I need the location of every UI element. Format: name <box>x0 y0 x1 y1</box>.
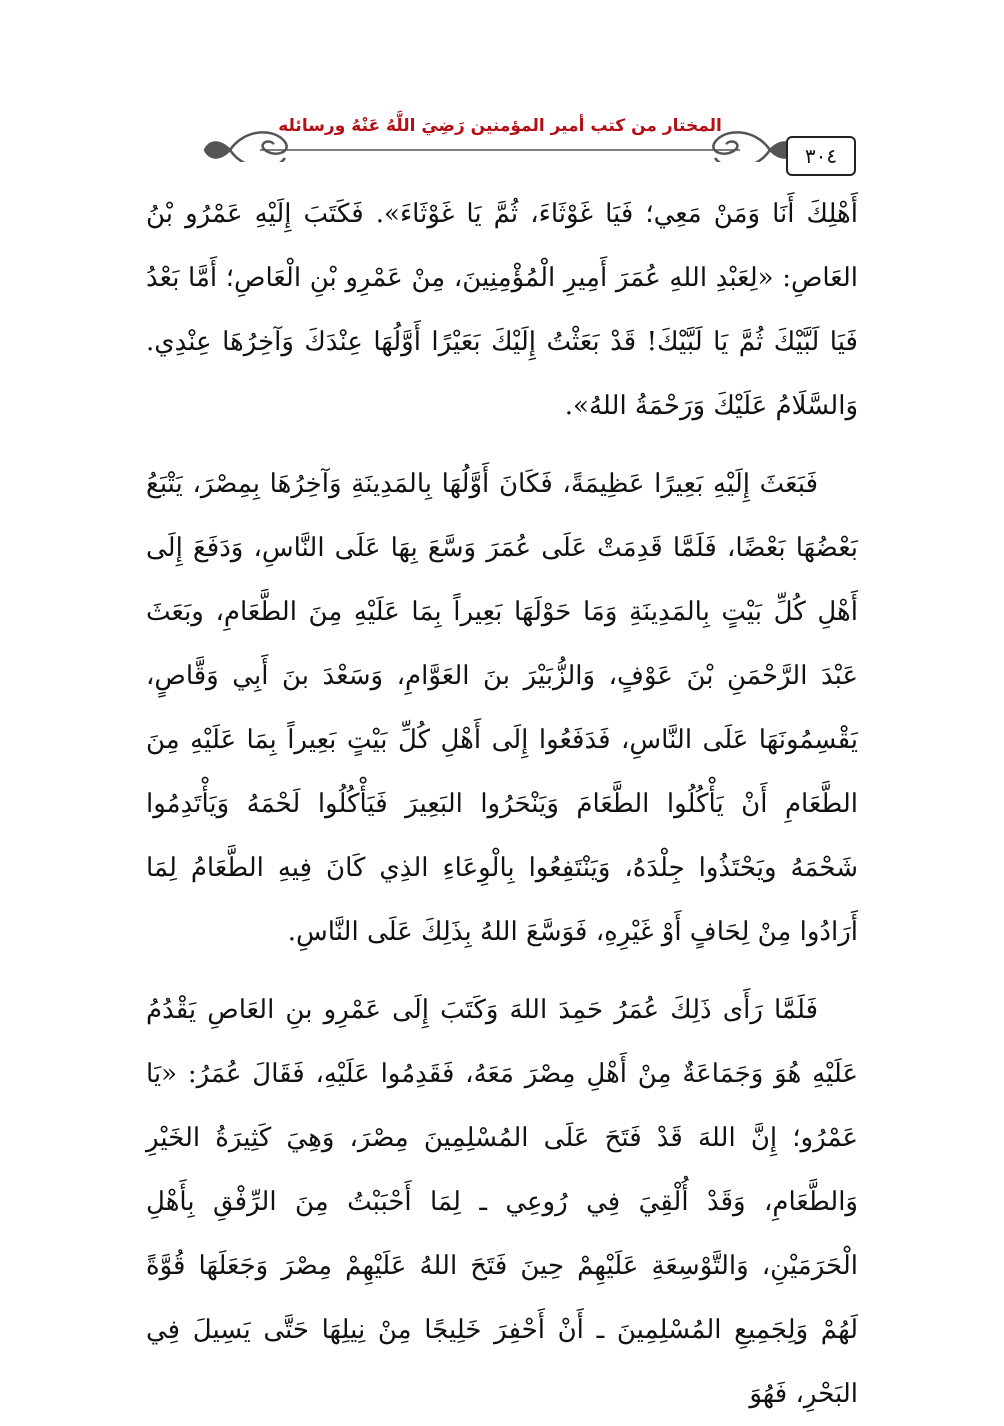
running-title: المختار من كتب أمير المؤمنين رَضِيَ اللَّهُ عَنْهُ ورسائله <box>278 116 722 136</box>
page-body <box>146 182 858 1426</box>
paragraph-3: فَلَمَّا رَأَى ذَلِكَ عُمَرُ حَمِدَ اللهَ وَكَتَبَ إِلَى عَمْرِو بنِ العَاصِ يَقْدُمُ عَلَيْهِ هُوَ وَجَمَاعَةٌ مِنْ أَهْلِ مِصْرَ مَعَهُ، فَقَدِمُوا عَلَيْهِ، فَقَالَ عُمَرُ: «يَا عَمْرُو؛ إِنَّ اللهَ قَدْ فَتَحَ عَلَى المُسْلِمِينَ مِصْرَ، وَهِيَ كَثِيرَةُ الخَيْرِ وَالطَّعَامِ، وَقَدْ أُلْقِيَ فِي رُوعِي ـ لِمَا أَحْبَبْتُ مِنَ الرِّفْقِ بِأَهْلِ الْحَرَمَيْنِ، وَالتَّوْسِعَةِ عَلَيْهِمْ حِينَ فَتَحَ اللهُ عَلَيْهِمْ مِصْرَ وَجَعَلَهَا قُوَّةً لَهُمْ وَلِجَمِيعِ المُسْلِمِينَ ـ أَنْ أَحْفِرَ خَلِيجًا مِنْ نِيلِهَا حَتَّى يَسِيلَ فِي البَحْرِ، فَهُوَ <box>146 995 858 1409</box>
paragraph-1: أَهْلِكَ أَنَا وَمَنْ مَعِي؛ فَيَا غَوْثَاءَ، ثُمَّ يَا غَوْثَاءَ». فَكَتَبَ إِلَيْهِ عَمْرُو بْنُ العَاصِ: «لِعَبْدِ اللهِ عُمَرَ أَمِيرِ الْمُؤْمِنِينَ، مِنْ عَمْرِو بْنِ الْعَاصِ؛ أَمَّا بَعْدُ فَيَا لَبَّيْكَ ثُمَّ يَا لَبَّيْكَ! قَدْ بَعَثْتُ إِلَيْكَ بَعَيْرًا أَوَّلُهَا عِنْدَكَ وَآخِرُهَا عِنْدِي. وَالسَّلَامُ عَلَيْكَ وَرَحْمَةُ اللهُ». <box>146 199 858 421</box>
paragraph-2: فَبَعَثَ إِلَيْهِ بَعِيرًا عَظِيمَةً، فَكَانَ أَوَّلُهَا بِالمَدِينَةِ وَآخِرُهَا بِمِصْرَ، يَتْبَعُ بَعْضُهَا بَعْضًا، فَلَمَّا قَدِمَتْ عَلَى عُمَرَ وَسَّعَ بِهَا عَلَى النَّاسِ، وَدَفَعَ إِلَى أَهْلِ كُلِّ بَيْتٍ بِالمَدِينَةِ وَمَا حَوْلَهَا بَعِيراً بِمَا عَلَيْهِ مِنَ الطَّعَامِ، وبَعَثَ عَبْدَ الرَّحْمَنِ بْنَ عَوْفٍ، وَالزُّبَيْرَ بنَ العَوَّامِ، وَسَعْدَ بنَ أَبِي وَقَّاصٍ، يَقْسِمُونَهَا عَلَى النَّاسِ، فَدَفَعُوا إِلَى أَهْلِ كُلِّ بَيْتٍ بَعِيراً بِمَا عَلَيْهِ مِنَ الطَّعَامِ أَنْ يَأْكُلُوا الطَّعَامَ وَيَنْحَرُوا البَعِيرَ فَيَأْكُلُوا لَحْمَهُ وَيَأْتَدِمُوا شَحْمَهُ ويَحْتَذُوا جِلْدَهُ، وَيَنْتَفِعُوا بِالْوِعَاءِ الذِي كَانَ فِيهِ الطَّعَامُ لِمَا أَرَادُوا مِنْ لِحَافٍ أَوْ غَيْرِهِ، فَوَسَّعَ اللهُ بِذَلِكَ عَلَى النَّاسِ. <box>146 469 858 947</box>
page-number: ٣٠٤ <box>786 136 856 176</box>
page-header <box>150 92 850 162</box>
